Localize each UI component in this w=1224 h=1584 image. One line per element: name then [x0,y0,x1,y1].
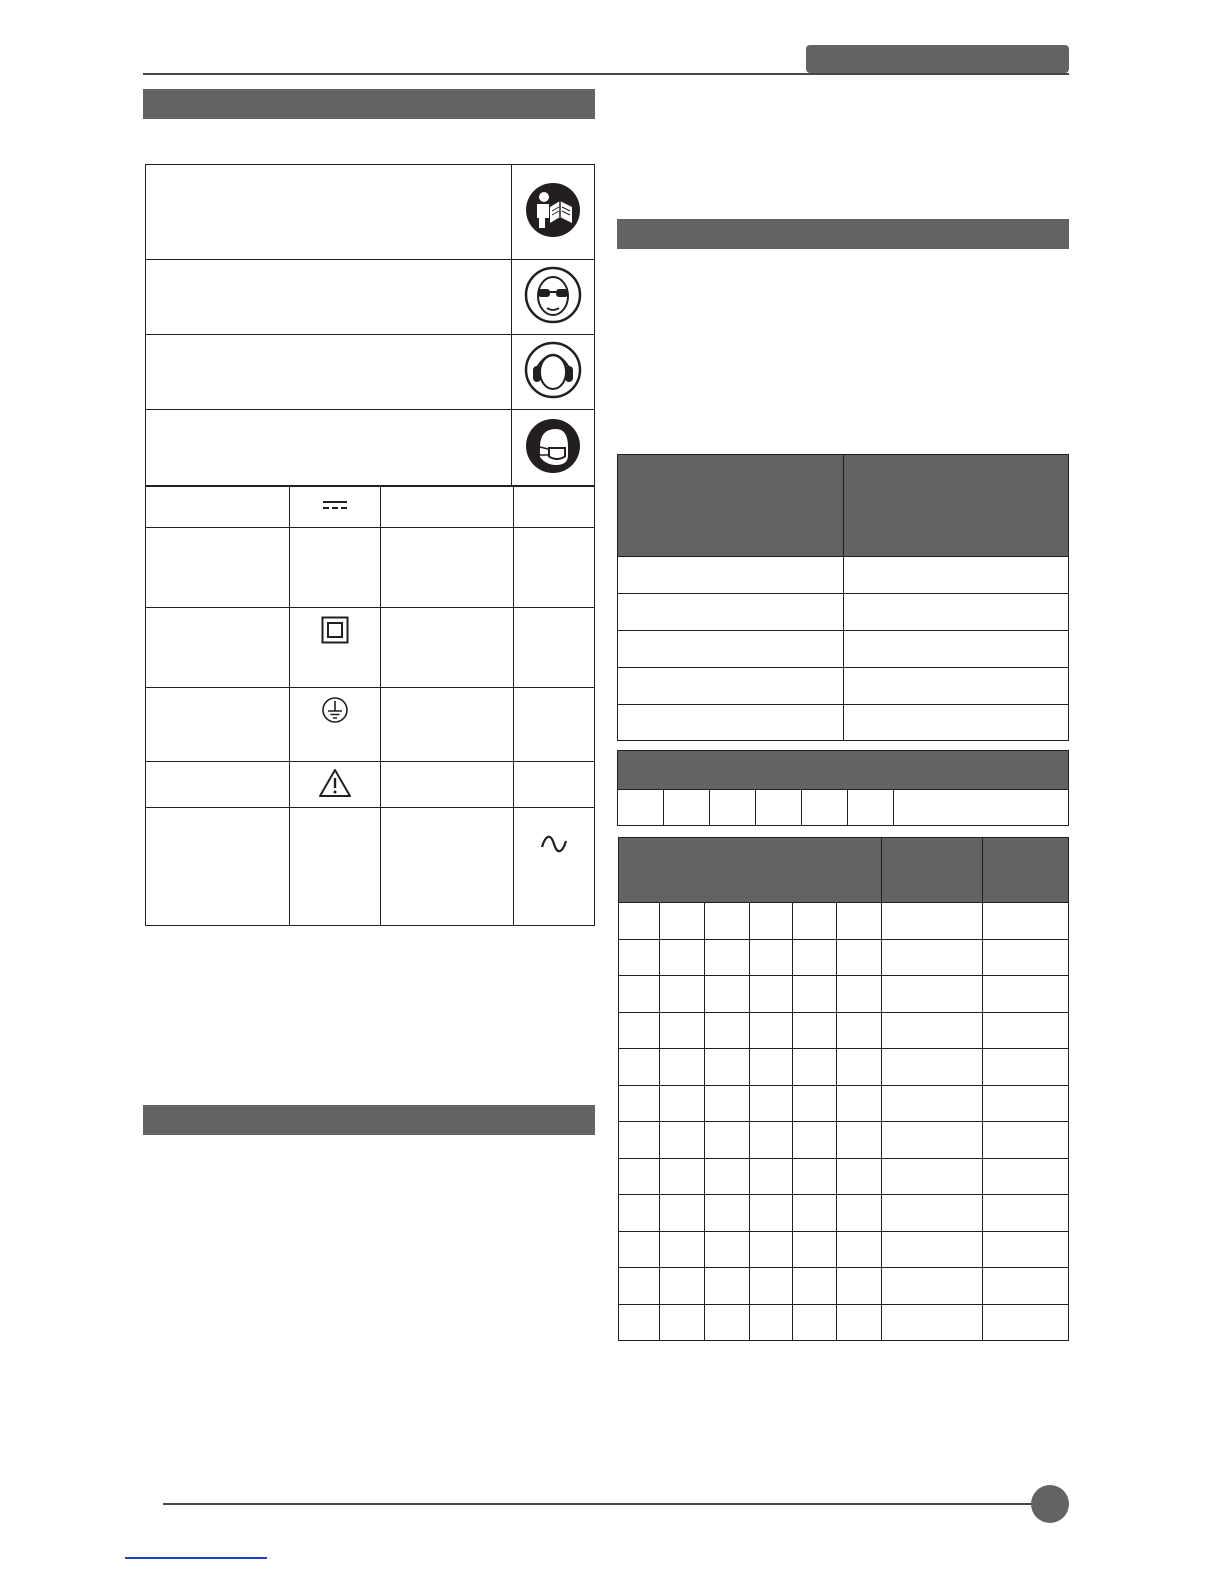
pictogram-row [146,410,595,487]
grid-row [619,1268,1069,1305]
grid-cell [793,1195,837,1232]
header-tab [806,45,1069,73]
left-section-1-title [143,95,151,112]
grid-cell [705,1158,750,1195]
band-table-header [618,751,1069,790]
grid-cell [749,1268,793,1305]
grid-cell [793,1158,837,1195]
grid-cell [659,939,705,976]
spec-cell [844,668,1069,705]
grid-cell [619,1195,660,1232]
direct-current-icon [290,486,381,528]
grid-cell [619,1085,660,1122]
ear-protection-icon [512,335,595,410]
spec-row [618,668,1069,705]
grid-row [619,1085,1069,1122]
grid-cell [793,1085,837,1122]
grid-cell [881,1158,982,1195]
grid-cell [705,1085,750,1122]
grid-cell [659,1122,705,1159]
pictogram-table [145,164,595,487]
band-table [617,750,1069,826]
grid-cell [659,1085,705,1122]
spec-cell [618,557,844,594]
grid-cell [793,1049,837,1086]
symbol-term [146,688,290,762]
grid-cell [619,1122,660,1159]
symbol-extra [514,608,595,688]
grid-cell [705,1304,750,1341]
band-cell [756,790,802,826]
grid-cell [619,1268,660,1305]
grid-cell [793,939,837,976]
symbol-term [146,528,290,608]
header-tab-label [806,51,816,67]
grid-cell [793,1304,837,1341]
grid-row [619,1158,1069,1195]
grid-cell [619,1158,660,1195]
spec-row [618,594,1069,631]
grid-cell [982,1085,1068,1122]
spec-row [618,557,1069,594]
grid-cell [619,939,660,976]
grid-cell [659,1195,705,1232]
grid-cell [982,903,1068,940]
symbol-row [146,688,595,762]
symbol-extra [514,486,595,528]
grid-cell [837,1049,882,1086]
grid-cell [749,976,793,1013]
pictogram-text [146,260,512,335]
page-number-badge [1031,1485,1069,1523]
grid-row [619,976,1069,1013]
grid-cell [793,1231,837,1268]
symbol-row [146,762,595,808]
band-cell [848,790,894,826]
grid-cell [749,1012,793,1049]
grid-cell [749,1158,793,1195]
warning-triangle-icon [290,762,381,808]
grid-cell [659,1304,705,1341]
grid-cell [982,1304,1068,1341]
spec-table [617,454,1069,741]
grid-row [619,1304,1069,1341]
symbol-extra [514,762,595,808]
grid-cell [837,939,882,976]
symbol-row [146,808,595,926]
grid-cell [619,1012,660,1049]
read-manual-icon [512,165,595,260]
grid-header-cell [982,838,1068,903]
grid-cell [982,1158,1068,1195]
grid-table-header [619,838,1069,903]
symbol-meaning [381,608,514,688]
symbol-table [145,485,595,926]
band-cell [710,790,756,826]
grid-cell [837,1304,882,1341]
grid-table [618,837,1069,1341]
grid-cell [982,1195,1068,1232]
spec-cell [844,594,1069,631]
right-section-heading [617,219,1069,249]
grid-cell [982,1268,1068,1305]
pictogram-text [146,335,512,410]
grid-cell [749,939,793,976]
band-table-title [618,751,1069,790]
grid-cell [705,1268,750,1305]
symbol-row [146,608,595,688]
spec-header-cell [618,455,844,557]
symbol-cell [290,808,381,926]
grid-cell [619,1049,660,1086]
class-ii-double-insulation-icon [290,608,381,688]
symbol-meaning [381,688,514,762]
grid-row [619,939,1069,976]
grid-cell [793,1012,837,1049]
spec-row [618,631,1069,668]
grid-cell [619,1304,660,1341]
grid-cell [982,1012,1068,1049]
band-cell [618,790,664,826]
grid-cell [659,1231,705,1268]
grid-cell [619,903,660,940]
symbol-term [146,608,290,688]
grid-cell [881,1012,982,1049]
grid-cell [793,976,837,1013]
left-section-2-heading [143,1105,595,1135]
left-section-1-heading [143,89,595,119]
grid-cell [982,976,1068,1013]
grid-cell [837,1085,882,1122]
grid-cell [749,1304,793,1341]
symbol-meaning [381,528,514,608]
grid-cell [749,1085,793,1122]
symbol-extra [514,688,595,762]
alternating-current-icon [514,808,595,926]
grid-cell [837,1231,882,1268]
grid-cell [881,1195,982,1232]
grid-row [619,1122,1069,1159]
grid-cell [837,976,882,1013]
spec-cell [618,631,844,668]
grid-cell [881,1268,982,1305]
pictogram-text [146,165,512,260]
symbol-meaning [381,486,514,528]
spec-cell [618,594,844,631]
grid-cell [705,1122,750,1159]
grid-cell [982,1122,1068,1159]
spec-cell [844,631,1069,668]
spec-cell [844,705,1069,741]
grid-cell [659,1049,705,1086]
grid-cell [837,1158,882,1195]
grid-cell [982,1231,1068,1268]
pictogram-text [146,410,512,487]
grid-header-cell [881,838,982,903]
grid-cell [659,903,705,940]
grid-cell [749,1122,793,1159]
grid-cell [705,1049,750,1086]
spec-table-header [618,455,1069,557]
grid-row [619,1049,1069,1086]
pictogram-row [146,165,595,260]
grid-cell [881,976,982,1013]
symbol-row [146,486,595,528]
spec-cell [618,705,844,741]
grid-cell [881,1304,982,1341]
symbol-extra [514,528,595,608]
band-cell [894,790,1069,826]
grid-cell [705,1012,750,1049]
grid-cell [837,1122,882,1159]
symbol-term [146,486,290,528]
grid-cell [659,1268,705,1305]
grid-cell [881,1122,982,1159]
symbol-meaning [381,808,514,926]
spec-cell [844,557,1069,594]
grid-row [619,903,1069,940]
grid-cell [793,1268,837,1305]
grid-cell [659,1158,705,1195]
grid-cell [837,1195,882,1232]
earth-terminal-icon [290,688,381,762]
spec-header-cell [844,455,1069,557]
grid-cell [837,1012,882,1049]
grid-cell [749,1195,793,1232]
grid-cell [705,903,750,940]
spec-row [618,705,1069,741]
grid-cell [705,1231,750,1268]
grid-cell [705,939,750,976]
symbol-term [146,808,290,926]
grid-cell [881,1231,982,1268]
spec-cell [618,668,844,705]
grid-row [619,1012,1069,1049]
symbol-meaning [381,762,514,808]
footer-link[interactable] [125,1557,267,1559]
grid-cell [881,1049,982,1086]
grid-cell [659,976,705,1013]
band-cell [664,790,710,826]
left-section-2-title [143,1111,151,1128]
grid-cell [881,1085,982,1122]
grid-header-cell [619,838,882,903]
grid-cell [749,1049,793,1086]
grid-cell [793,903,837,940]
grid-row [619,1231,1069,1268]
grid-cell [982,1049,1068,1086]
eye-protection-icon [512,260,595,335]
grid-cell [881,903,982,940]
grid-cell [881,939,982,976]
grid-cell [619,1231,660,1268]
footer-rule [163,1503,1043,1505]
right-section-title [617,225,625,242]
grid-cell [837,903,882,940]
header-rule [143,73,1069,75]
band-row [618,790,1069,826]
grid-cell [659,1012,705,1049]
symbol-cell [290,528,381,608]
grid-cell [982,939,1068,976]
grid-row [619,1195,1069,1232]
pictogram-row [146,260,595,335]
grid-cell [837,1268,882,1305]
symbol-term [146,762,290,808]
grid-cell [749,1231,793,1268]
band-cell [802,790,848,826]
grid-cell [619,976,660,1013]
grid-cell [705,976,750,1013]
grid-cell [749,903,793,940]
grid-cell [793,1122,837,1159]
pictogram-row [146,335,595,410]
grid-cell [705,1195,750,1232]
dust-mask-icon [512,410,595,487]
symbol-row [146,528,595,608]
